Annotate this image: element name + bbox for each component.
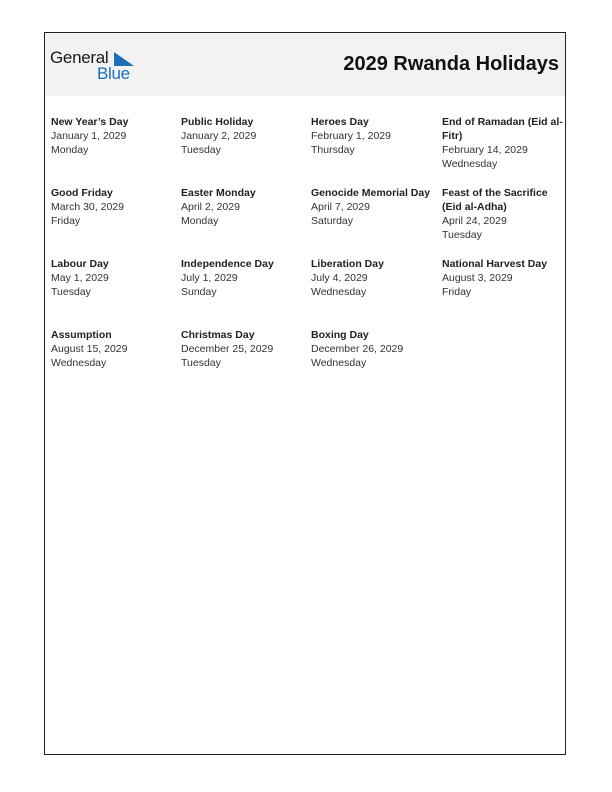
- holiday-name: Labour Day: [51, 258, 109, 270]
- holiday-date: December 26, 2029: [311, 343, 404, 355]
- holiday-name: Independence Day: [181, 258, 274, 270]
- holiday-name: Good Friday: [51, 187, 113, 199]
- holiday-date: April 24, 2029: [442, 215, 507, 227]
- holiday-date: April 7, 2029: [311, 201, 370, 213]
- holiday-weekday: Tuesday: [181, 144, 221, 156]
- logo-word-general: General: [50, 48, 109, 67]
- holiday-item: [51, 186, 181, 257]
- holiday-weekday: Friday: [51, 215, 81, 227]
- holiday-item: [311, 328, 442, 399]
- holiday-item: [181, 115, 311, 186]
- holiday-item: [181, 186, 311, 257]
- holiday-name: Assumption: [51, 329, 112, 341]
- holiday-weekday: Wednesday: [51, 357, 107, 369]
- holiday-weekday: Tuesday: [442, 229, 482, 241]
- page-frame: [44, 32, 566, 755]
- holiday-date: December 25, 2029: [181, 343, 274, 355]
- holiday-item: [442, 186, 567, 257]
- holiday-weekday: Friday: [442, 286, 472, 298]
- holiday-name: Feast of the Sacrifice (Eid al-Adha): [442, 187, 548, 213]
- holiday-item: [311, 186, 442, 257]
- holiday-weekday: Sunday: [181, 286, 217, 298]
- holiday-date: April 2, 2029: [181, 201, 240, 213]
- holiday-date: February 14, 2029: [442, 144, 528, 156]
- holiday-item: [181, 328, 311, 399]
- holiday-weekday: Wednesday: [311, 286, 367, 298]
- holiday-date: January 2, 2029: [181, 130, 257, 142]
- holiday-name: National Harvest Day: [442, 258, 548, 270]
- holiday-weekday: Monday: [51, 144, 89, 156]
- holiday-item: [311, 257, 442, 328]
- holiday-item: [442, 257, 567, 328]
- page-title: 2029 Rwanda Holidays: [343, 53, 559, 75]
- holiday-date: March 30, 2029: [51, 201, 124, 213]
- holiday-grid: [51, 115, 567, 399]
- holiday-date: August 3, 2029: [442, 272, 513, 284]
- header-band: [45, 33, 565, 96]
- holiday-weekday: Monday: [181, 215, 219, 227]
- holiday-weekday: Tuesday: [51, 286, 91, 298]
- holiday-name: Liberation Day: [311, 258, 384, 270]
- holiday-item: [51, 257, 181, 328]
- holiday-item: [442, 115, 567, 186]
- holiday-item: [181, 257, 311, 328]
- holiday-name: Genocide Memorial Day: [311, 187, 431, 199]
- holiday-item: [311, 115, 442, 186]
- holiday-name: Christmas Day: [181, 329, 255, 341]
- holiday-weekday: Tuesday: [181, 357, 221, 369]
- holiday-date: July 4, 2029: [311, 272, 368, 284]
- holiday-date: January 1, 2029: [51, 130, 127, 142]
- holiday-name: New Year’s Day: [51, 116, 129, 128]
- holiday-weekday: Thursday: [311, 144, 355, 156]
- holiday-weekday: Wednesday: [442, 158, 498, 170]
- generalblue-logo: [50, 48, 140, 82]
- holiday-item: [51, 328, 181, 399]
- holiday-date: May 1, 2029: [51, 272, 109, 284]
- holiday-weekday: Saturday: [311, 215, 354, 227]
- holiday-name: End of Ramadan (Eid al-Fitr): [442, 116, 563, 142]
- holiday-name: Heroes Day: [311, 116, 369, 128]
- holiday-weekday: Wednesday: [311, 357, 367, 369]
- holiday-date: August 15, 2029: [51, 343, 128, 355]
- holiday-item: [51, 115, 181, 186]
- holiday-date: February 1, 2029: [311, 130, 391, 142]
- holiday-name: Easter Monday: [181, 187, 256, 199]
- holiday-name: Public Holiday: [181, 116, 254, 128]
- logo-word-blue: Blue: [97, 64, 130, 83]
- holiday-date: July 1, 2029: [181, 272, 238, 284]
- holiday-name: Boxing Day: [311, 329, 369, 341]
